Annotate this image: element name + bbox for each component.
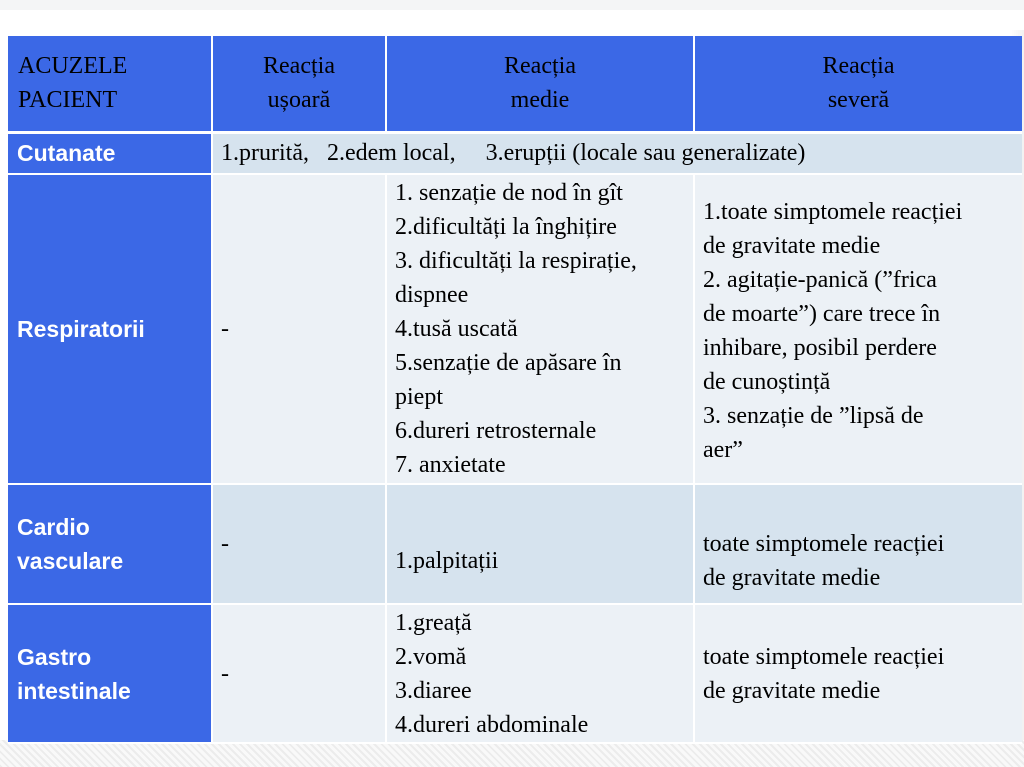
resp-medium-line: 7. anxietate bbox=[395, 452, 506, 478]
row-cutanate bbox=[8, 132, 1022, 174]
cardio-label-line2: vasculare bbox=[17, 548, 124, 574]
respiratorii-severe bbox=[694, 174, 1022, 484]
resp-medium-line: 4.tusă uscată bbox=[395, 316, 518, 342]
resp-severe-line: aer” bbox=[703, 437, 743, 463]
label-respiratorii: Respiratorii bbox=[8, 174, 212, 484]
resp-medium-line: dispnee bbox=[395, 282, 469, 308]
respiratorii-mild: - bbox=[212, 174, 386, 484]
cardio-mild: - bbox=[212, 484, 386, 604]
cutanate-text: 1.prurită, 2.edem local, 3.erupții (locale sau generalizate) bbox=[221, 140, 806, 167]
row-gastro bbox=[8, 604, 1022, 743]
gastro-medium-line: 4.dureri abdominale bbox=[395, 711, 589, 738]
header-acuzele bbox=[8, 36, 212, 132]
resp-severe-line: 3. senzație de ”lipsă de bbox=[703, 403, 924, 429]
cardio-severe-line: toate simptomele reacției bbox=[703, 531, 945, 557]
resp-medium-line: 6.dureri retrosternale bbox=[395, 418, 597, 444]
gastro-medium bbox=[386, 604, 694, 743]
resp-severe-line: 2. agitație-panică (”frica bbox=[703, 267, 937, 293]
resp-severe-line: de gravitate medie bbox=[703, 233, 881, 259]
cardio-label-line1: Cardio bbox=[17, 514, 90, 540]
header-usoara-line2: ușoară bbox=[267, 87, 331, 114]
header-acuzele-line2: PACIENT bbox=[18, 87, 118, 114]
cardio-severe bbox=[694, 484, 1022, 604]
resp-medium-line: 2.dificultăți la înghițire bbox=[395, 214, 617, 240]
gastro-severe-line: de gravitate medie bbox=[703, 677, 881, 704]
gastro-severe-line: toate simptomele reacției bbox=[703, 643, 945, 670]
header-severa-line2: severă bbox=[827, 87, 890, 114]
reaction-table bbox=[8, 36, 1022, 744]
header-medie-line2: medie bbox=[510, 87, 570, 114]
gastro-medium-line: 3.diaree bbox=[395, 677, 472, 704]
header-medie-line1: Reacția bbox=[504, 53, 576, 80]
resp-severe-line: 1.toate simptomele reacției bbox=[703, 199, 963, 225]
label-gastro bbox=[8, 604, 212, 743]
cardio-medium: 1.palpitații bbox=[386, 484, 694, 604]
row-respiratorii bbox=[8, 174, 1022, 484]
gastro-mild: - bbox=[212, 604, 386, 743]
gastro-severe bbox=[694, 604, 1022, 743]
gastro-label-line1: Gastro bbox=[17, 643, 92, 670]
top-bar bbox=[0, 0, 1024, 10]
resp-severe-line: de moarte”) care trece în bbox=[703, 301, 941, 327]
respiratorii-medium bbox=[386, 174, 694, 484]
cardio-severe-line: de gravitate medie bbox=[703, 565, 881, 591]
gastro-label-line2: intestinale bbox=[17, 677, 131, 704]
resp-severe-line: de cunoștință bbox=[703, 369, 831, 395]
resp-severe-line: inhibare, posibil perdere bbox=[703, 335, 937, 361]
header-reactia-severa bbox=[694, 36, 1022, 132]
bottom-decoration bbox=[0, 740, 1024, 767]
resp-medium-line: 5.senzație de apăsare în bbox=[395, 350, 622, 376]
gastro-medium-line: 1.greață bbox=[395, 609, 472, 636]
row-cardio bbox=[8, 484, 1022, 604]
resp-medium-line: 3. dificultăți la respirație, bbox=[395, 248, 637, 274]
label-cutanate: Cutanate bbox=[8, 132, 212, 174]
header-reactia-usoara bbox=[212, 36, 386, 132]
header-usoara-line1: Reacția bbox=[263, 53, 335, 80]
header-severa-line1: Reacția bbox=[822, 53, 895, 80]
resp-medium-line: 1. senzație de nod în gît bbox=[395, 180, 623, 206]
label-cardio bbox=[8, 484, 212, 604]
resp-medium-line: piept bbox=[395, 384, 443, 410]
header-row bbox=[8, 36, 1022, 132]
header-acuzele-line1: ACUZELE bbox=[18, 53, 128, 80]
header-reactia-medie bbox=[386, 36, 694, 132]
cutanate-symptoms bbox=[212, 132, 1022, 174]
gastro-medium-line: 2.vomă bbox=[395, 643, 467, 670]
